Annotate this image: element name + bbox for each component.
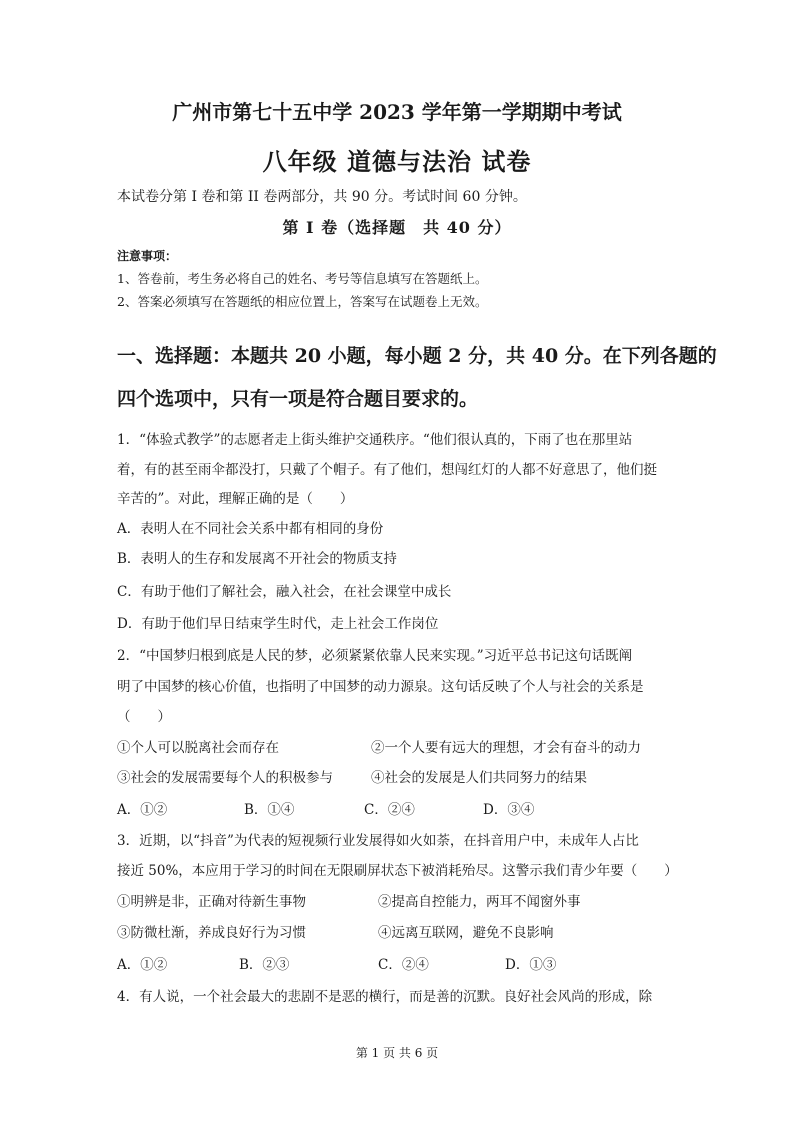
question-3-choice-b: B．②③	[239, 957, 290, 973]
question-2-choice-b: B．①④	[244, 802, 295, 818]
question-2-statement-3: ③社会的发展需要每个人的积极参与	[117, 770, 333, 786]
question-1-option-c: C．有助于他们了解社会，融入社会，在社会课堂中成长	[117, 584, 452, 600]
page-number: 第 1 页 共 6 页	[355, 1046, 439, 1060]
question-2-text: 2．“中国梦归根到底是人民的梦，必须紧紧依靠人民来实现。”习近平总书记这句话既阐	[117, 648, 633, 664]
question-1-text: 着，有的甚至雨伞都没打，只戴了个帽子。有了他们，想闯红灯的人都不好意思了，他们挺	[117, 462, 657, 478]
notice-item: 1、答卷前，考生务必将自己的姓名、考号等信息填写在答题纸上。	[117, 271, 488, 286]
question-3-statement-2: ②提高自控能力，两耳不闻窗外事	[378, 894, 581, 910]
question-3-statement-4: ④远离互联网，避免不良影响	[378, 925, 554, 941]
question-2-choice-c: C．②④	[364, 802, 415, 818]
question-2-statement-1: ①个人可以脱离社会而存在	[117, 740, 279, 756]
question-3-choice-a: A．①②	[117, 957, 168, 973]
question-3-choice-c: C．②④	[378, 957, 429, 973]
exam-intro: 本试卷分第 I 卷和第 II 卷两部分，共 90 分。考试时间 60 分钟。	[117, 189, 527, 205]
question-2-choice-d: D．③④	[483, 802, 535, 818]
part1-heading: 一、选择题：本题共 20 小题，每小题 2 分，共 40 分。在下列各题的	[117, 345, 717, 367]
question-3-statement-3: ③防微杜渐，养成良好行为习惯	[117, 925, 306, 941]
question-1-text: 辛苦的”。对此，理解正确的是（ ）	[117, 491, 354, 507]
exam-title: 广州市第七十五中学 2023 学年第一学期期中考试	[172, 100, 622, 124]
question-3-choice-d: D．①③	[505, 957, 557, 973]
question-2-statement-4: ④社会的发展是人们共同努力的结果	[371, 770, 587, 786]
section-title: 第 I 卷（选择题 共 40 分）	[282, 218, 512, 237]
question-1-option-a: A．表明人在不同社会关系中都有相同的身份	[117, 521, 384, 537]
question-3-text: 接近 50%，本应用于学习的时间在无限刷屏状态下被消耗殆尽。这警示我们青少年要（ ）	[117, 863, 678, 879]
question-1-text: 1．“体验式教学”的志愿者走上街头维护交通秩序。“他们很认真的，下雨了也在那里站	[117, 432, 633, 448]
question-2-text: 明了中国梦的核心价值，也指明了中国梦的动力源泉。这句话反映了个人与社会的关系是	[117, 679, 644, 695]
exam-subtitle: 八年级 道德与法治 试卷	[262, 147, 532, 176]
question-2-text: （ ）	[117, 709, 171, 725]
question-1-option-b: B．表明人的生存和发展离不开社会的物质支持	[117, 551, 397, 567]
question-2-choice-a: A．①②	[117, 802, 168, 818]
question-2-statement-2: ②一个人要有远大的理想，才会有奋斗的动力	[371, 740, 641, 756]
notice-item: 2、答案必须填写在答题纸的相应位置上，答案写在试题卷上无效。	[117, 294, 488, 309]
notice-heading: 注意事项：	[117, 249, 178, 263]
question-1-option-d: D．有助于他们早日结束学生时代，走上社会工作岗位	[117, 616, 439, 632]
question-3-text: 3．近期，以“抖音”为代表的短视频行业发展得如火如荼，在抖音用户中，未成年人占比	[117, 833, 639, 849]
question-4-text: 4．有人说，一个社会最大的悲剧不是恶的横行，而是善的沉默。良好社会风尚的形成，除	[117, 989, 653, 1005]
part1-heading: 四个选项中，只有一项是符合题目要求的。	[117, 388, 479, 410]
question-3-statement-1: ①明辨是非，正确对待新生事物	[117, 894, 306, 910]
